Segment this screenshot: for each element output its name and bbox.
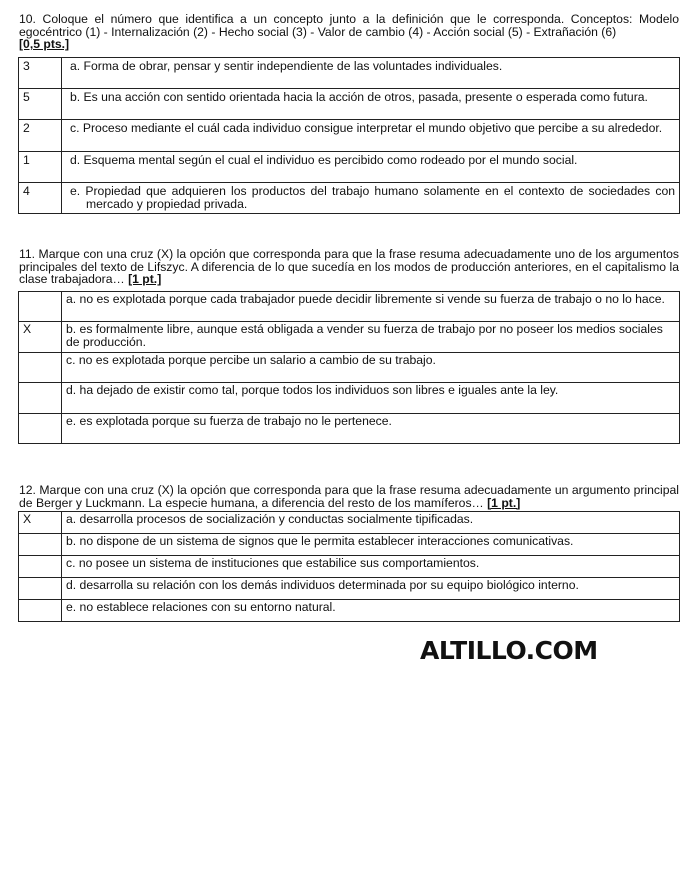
- table-row: [19, 600, 680, 622]
- answer-number-cell[interactable]: 1: [19, 152, 62, 183]
- option-text: b. no dispone de un sistema de signos que le permita establecer interacciones comunicativas.: [62, 534, 680, 556]
- mark-cell[interactable]: [19, 353, 62, 383]
- question-11: [19, 248, 679, 286]
- table-row: [19, 120, 680, 152]
- table-row: [19, 512, 680, 534]
- table-row: [19, 152, 680, 183]
- mark-cell[interactable]: [19, 414, 62, 444]
- answer-number-cell[interactable]: 2: [19, 120, 62, 152]
- question-10-points: [0,5 pts.]: [19, 37, 70, 51]
- question-12-points: [1 pt.]: [487, 495, 521, 510]
- question-12: [19, 484, 679, 509]
- option-text: d. ha dejado de existir como tal, porque todos los individuos son libres e iguales ante la ley.: [62, 383, 680, 414]
- question-11-points: [1 pt.]: [128, 272, 162, 286]
- option-text: b. es formalmente libre, aunque está obligada a vender su fuerza de trabajo por no poseer los medios sociales de producción.: [62, 322, 680, 353]
- definition-cell: [62, 58, 680, 89]
- question-12-text: 12. Marque con una cruz (X) la opción que corresponda para que la frase resuma adecuadamente un argumento principal de Berger y Luckmann. La especie humana, a diferencia del resto de los mamíferos…: [19, 483, 679, 510]
- table-row: [19, 414, 680, 444]
- table-row: [19, 578, 680, 600]
- definition-text: b. Es una acción con sentido orientada hacia la acción de otros, pasada, presente o esperada como futura.: [70, 90, 648, 104]
- table-row: [19, 58, 680, 89]
- definition-cell: [62, 89, 680, 120]
- question-11-table: [18, 291, 680, 444]
- mark-cell[interactable]: [19, 534, 62, 556]
- option-text: e. no establece relaciones con su entorno natural.: [62, 600, 680, 622]
- definition-text: d. Esquema mental según el cual el individuo es percibido como rodeado por el mundo social.: [70, 153, 578, 167]
- question-10-text: 10. Coloque el número que identifica a un concepto junto a la definición que le corresponda. Conceptos: Modelo egocéntrico (1) - Internalización (2) - Hecho social (3) - Valor de cambio (4) - Acción social (5) - Extrañación (6): [19, 12, 679, 39]
- option-text: c. no posee un sistema de instituciones que estabilice sus comportamientos.: [62, 556, 680, 578]
- answer-number-cell[interactable]: 4: [19, 183, 62, 214]
- table-row: [19, 383, 680, 414]
- altillo-logo: ALTILLO.COM: [420, 636, 598, 665]
- mark-cell[interactable]: X: [19, 512, 62, 534]
- table-row: [19, 556, 680, 578]
- definition-cell: [62, 183, 680, 214]
- mark-cell[interactable]: X: [19, 322, 62, 353]
- definition-text: c. Proceso mediante el cuál cada individuo consigue interpretar el mundo objetivo que percibe a su alrededor.: [70, 121, 663, 135]
- mark-cell[interactable]: [19, 383, 62, 414]
- option-text: a. no es explotada porque cada trabajador puede decidir libremente si vende su fuerza de trabajo o no lo hace.: [62, 292, 680, 322]
- definition-cell: [62, 120, 680, 152]
- option-text: a. desarrolla procesos de socialización y conductas socialmente tipificadas.: [62, 512, 680, 534]
- option-text: c. no es explotada porque percibe un salario a cambio de su trabajo.: [62, 353, 680, 383]
- answer-number-cell[interactable]: 3: [19, 58, 62, 89]
- question-10: [19, 13, 679, 51]
- option-text: d. desarrolla su relación con los demás individuos determinada por su equipo biológico interno.: [62, 578, 680, 600]
- mark-cell[interactable]: [19, 600, 62, 622]
- definition-text: e. Propiedad que adquieren los productos del trabajo humano solamente en el contexto de sociedades con mercado y propiedad privada.: [70, 184, 675, 211]
- question-12-table: [18, 511, 680, 622]
- table-row: [19, 292, 680, 322]
- table-row: [19, 322, 680, 353]
- mark-cell[interactable]: [19, 578, 62, 600]
- answer-number-cell[interactable]: 5: [19, 89, 62, 120]
- table-row: [19, 353, 680, 383]
- definition-cell: [62, 152, 680, 183]
- table-row: [19, 89, 680, 120]
- question-10-table: [18, 57, 680, 214]
- mark-cell[interactable]: [19, 556, 62, 578]
- table-row: [19, 183, 680, 214]
- question-11-text: 11. Marque con una cruz (X) la opción que corresponda para que la frase resuma adecuadamente uno de los argumentos principales del texto de Lifszyc. A diferencia de lo que sucedía en los modos de producción anteriores, en el capitalismo la clase trabajadora…: [19, 247, 679, 286]
- table-row: [19, 534, 680, 556]
- definition-text: a. Forma de obrar, pensar y sentir independiente de las voluntades individuales.: [70, 59, 503, 73]
- mark-cell[interactable]: [19, 292, 62, 322]
- option-text: e. es explotada porque su fuerza de trabajo no le pertenece.: [62, 414, 680, 444]
